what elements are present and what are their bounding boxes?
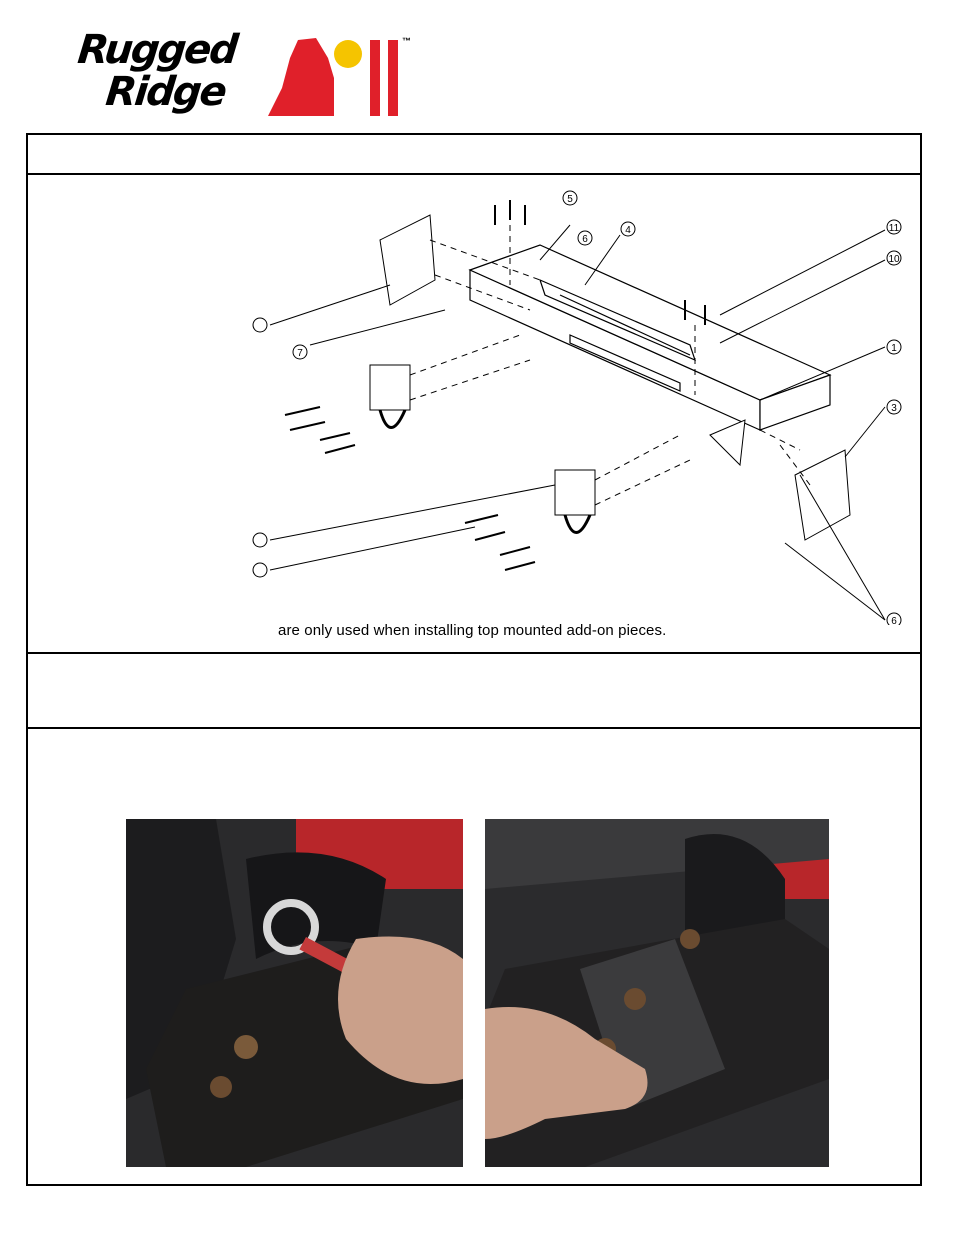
- bumper-beam: [470, 245, 830, 430]
- photo-hand-placing-plate: [485, 819, 829, 1167]
- callout-label: 4: [625, 225, 631, 236]
- exploded-parts-diagram: [240, 185, 920, 625]
- rugged-ridge-logo: [76, 28, 426, 118]
- callout-label: 3: [891, 403, 897, 414]
- d-ring-mount-lower: [555, 470, 595, 533]
- logo-word-ridge: Ridge: [103, 69, 228, 115]
- bolts: [285, 200, 705, 570]
- callout-label: 5: [567, 194, 573, 205]
- empty-callout-2: [253, 533, 267, 547]
- callout-label: 6: [891, 616, 897, 625]
- photo-wrench-removing-bolt: [126, 819, 463, 1167]
- callout-label: 6: [582, 234, 588, 245]
- callout-label: 1: [891, 343, 897, 354]
- logo-word-rugged: Rugged: [75, 27, 239, 73]
- callout-label: 11: [888, 223, 900, 234]
- header-box: [26, 133, 922, 175]
- d-ring-mount-upper: [370, 365, 410, 428]
- callout-label: 10: [888, 254, 900, 265]
- empty-callout-1: [253, 318, 267, 332]
- diagram-caption: are only used when installing top mounted add-on pieces.: [278, 622, 667, 639]
- callout-label: 7: [297, 348, 303, 359]
- logo-trademark: ™: [402, 36, 411, 46]
- empty-callout-3: [253, 563, 267, 577]
- right-end-plate: [795, 450, 850, 540]
- left-end-plate: [380, 215, 435, 305]
- instruction-box: [26, 652, 922, 729]
